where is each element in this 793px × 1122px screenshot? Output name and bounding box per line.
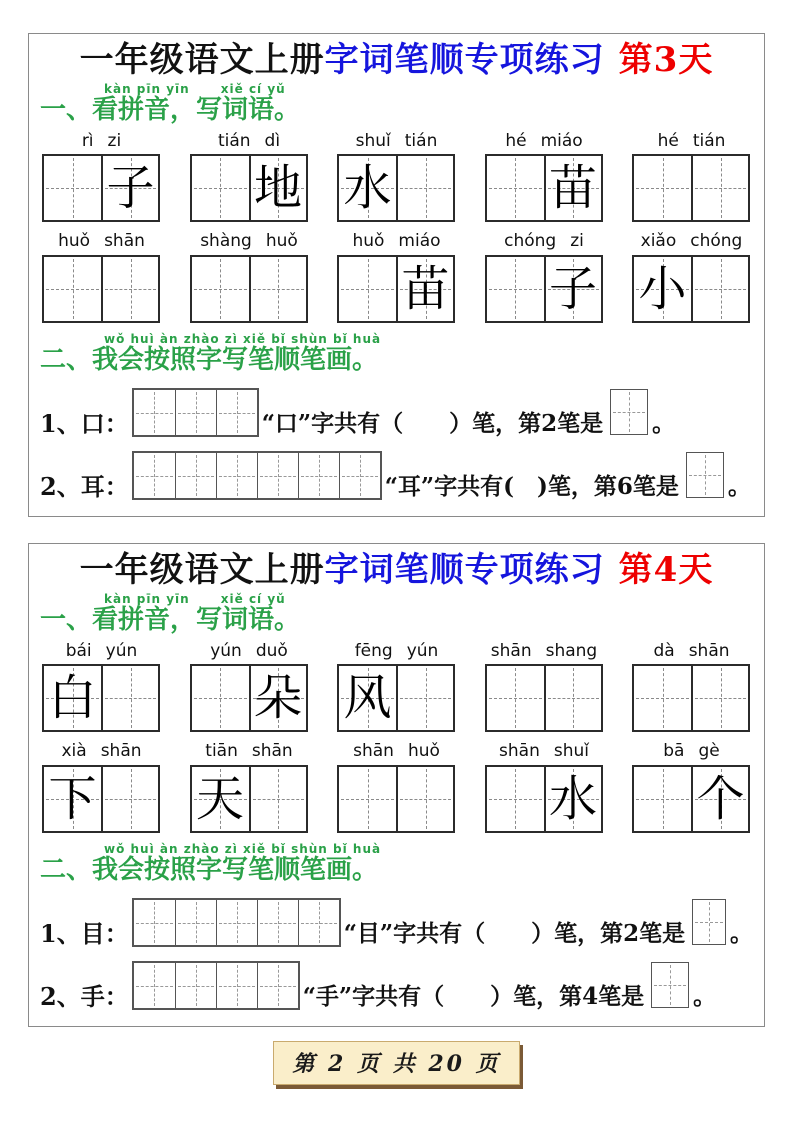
filled-character: 水 <box>343 160 392 217</box>
filled-character: 水 <box>548 771 597 828</box>
stroke-grid-cell <box>175 963 216 1008</box>
filled-character <box>251 257 306 321</box>
word-group <box>337 742 456 833</box>
word-group <box>190 232 309 323</box>
filled-character: 苗 <box>401 260 450 317</box>
pinyin-syllable: bái <box>65 640 92 661</box>
tian-grid-cell <box>691 666 748 730</box>
pinyin-label <box>337 642 456 662</box>
stroke-grid-cell <box>175 900 216 945</box>
tian-grid-cell <box>44 666 101 730</box>
tian-grid-cell <box>101 257 158 321</box>
stroke-grid-cell <box>216 390 257 435</box>
filled-character <box>487 257 544 321</box>
pinyin-syllable: rì <box>81 130 94 151</box>
word-group <box>632 232 751 323</box>
section2-pinyin: wǒ huì àn zhào zì xiě bǐ shùn bǐ huà <box>104 842 382 857</box>
pinyin-syllable: fēng <box>354 640 393 661</box>
word-group <box>485 742 604 833</box>
stroke-grid-cell <box>216 453 257 498</box>
word-group <box>632 132 751 223</box>
stroke-grid-cell <box>339 453 380 498</box>
stroke-exercise <box>40 388 753 439</box>
filled-character <box>192 666 249 730</box>
worksheet-title <box>40 550 753 591</box>
pinyin-label <box>337 232 456 252</box>
pinyin-label <box>42 742 161 762</box>
filled-character <box>634 666 691 730</box>
filled-character <box>103 767 158 831</box>
writing-box <box>337 664 455 732</box>
pinyin-label <box>632 642 751 662</box>
pinyin-syllable: tiān <box>205 741 238 762</box>
worksheet-title <box>40 40 753 81</box>
section2-pinyin: wǒ huì àn zhào zì xiě bǐ shùn bǐ huà <box>104 331 382 346</box>
pinyin-label <box>632 232 751 252</box>
pinyin-syllable: tián <box>692 130 726 151</box>
tian-grid-cell <box>396 767 453 831</box>
filled-character <box>398 666 453 730</box>
stroke-exercise <box>40 898 753 949</box>
tian-grid-cell <box>101 767 158 831</box>
pinyin-label <box>190 132 309 152</box>
answer-box <box>686 452 724 498</box>
filled-character <box>693 666 748 730</box>
pinyin-syllable: gè <box>698 741 720 762</box>
tian-grid-cell <box>192 767 249 831</box>
tian-grid-cell <box>544 156 601 220</box>
writing-box <box>42 255 160 323</box>
pinyin-label <box>485 742 604 762</box>
tian-grid-cell <box>339 666 396 730</box>
exercise-label: 2、耳： <box>40 472 129 502</box>
pinyin-syllable: shān <box>499 741 540 762</box>
tian-grid-cell <box>691 257 748 321</box>
tian-grid-cell <box>192 156 249 220</box>
pinyin-label <box>42 642 161 662</box>
pinyin-label <box>485 232 604 252</box>
exercise-tail: 。 <box>727 473 751 501</box>
word-group <box>190 132 309 223</box>
word-group <box>42 642 161 733</box>
filled-character <box>487 666 544 730</box>
exercise-tail: 。 <box>693 983 717 1011</box>
tian-grid-cell <box>249 767 306 831</box>
stroke-grid-cell <box>134 900 175 945</box>
word-group <box>485 642 604 733</box>
pinyin-label <box>485 132 604 152</box>
writing-box <box>337 765 455 833</box>
page-number-badge: 第 2 页 共 20 页 <box>273 1041 519 1085</box>
exercise-question: “口”字共有（ ）笔，第2笔是 <box>261 410 604 438</box>
writing-box <box>42 664 160 732</box>
worksheet-day4 <box>28 543 765 1027</box>
word-group <box>190 642 309 733</box>
writing-box <box>485 765 603 833</box>
filled-character: 朵 <box>253 670 302 727</box>
tian-grid-cell <box>396 666 453 730</box>
exercise-question: “目”字共有（ ）笔，第2笔是 <box>343 920 686 948</box>
stroke-order-grid <box>132 961 300 1010</box>
tian-grid-cell <box>249 156 306 220</box>
writing-box <box>632 765 750 833</box>
pinyin-syllable: bā <box>663 741 685 762</box>
word-group <box>485 232 604 323</box>
filled-character <box>693 257 748 321</box>
filled-character <box>44 257 101 321</box>
pinyin-label <box>190 642 309 662</box>
pinyin-syllable: yún <box>210 640 242 661</box>
word-row <box>42 742 751 833</box>
filled-character: 子 <box>106 160 155 217</box>
footer <box>28 1041 765 1085</box>
filled-character <box>398 156 453 220</box>
writing-box <box>337 255 455 323</box>
exercise-label: 1、口： <box>40 409 129 439</box>
tian-grid-cell <box>691 156 748 220</box>
tian-grid-cell <box>101 666 158 730</box>
pinyin-syllable: hé <box>505 130 527 151</box>
title-topic: 字词笔顺专项练习 <box>324 40 605 80</box>
pinyin-label <box>42 132 161 152</box>
pinyin-label <box>632 742 751 762</box>
filled-character <box>693 156 748 220</box>
pinyin-label <box>190 232 309 252</box>
tian-grid-cell <box>396 257 453 321</box>
pinyin-syllable: chóng <box>690 231 743 252</box>
filled-character <box>103 257 158 321</box>
section2-heading: 二、我会按照字写笔顺笔画。 <box>40 345 379 376</box>
stroke-grid-cell <box>257 900 298 945</box>
pinyin-syllable: huǒ <box>58 231 91 252</box>
filled-character: 白 <box>48 670 97 727</box>
filled-character <box>103 666 158 730</box>
word-group <box>42 232 161 323</box>
writing-box <box>190 154 308 222</box>
pinyin-syllable: shuǐ <box>553 741 589 762</box>
tian-grid-cell <box>487 257 544 321</box>
pinyin-syllable: zi <box>570 231 584 252</box>
tian-grid-cell <box>634 767 691 831</box>
filled-character: 小 <box>638 260 687 317</box>
tian-grid-cell <box>487 767 544 831</box>
tian-grid-cell <box>192 666 249 730</box>
tian-grid-cell <box>339 257 396 321</box>
pinyin-syllable: shān <box>100 741 142 762</box>
stroke-order-grid <box>132 388 259 437</box>
pinyin-syllable: shang <box>545 640 598 661</box>
pinyin-syllable: duǒ <box>255 640 288 661</box>
filled-character <box>546 666 601 730</box>
pinyin-label <box>42 232 161 252</box>
stroke-grid-cell <box>134 453 175 498</box>
word-group <box>190 742 309 833</box>
exercise-tail: 。 <box>652 410 676 438</box>
title-day: 第3天 <box>618 40 714 80</box>
writing-box <box>190 255 308 323</box>
section1-pinyin: kàn pīn yīn xiě cí yǔ <box>104 81 286 96</box>
word-group <box>337 642 456 733</box>
section1-heading: 一、看拼音，写词语。 <box>40 605 301 636</box>
word-group <box>632 742 751 833</box>
filled-character <box>339 257 396 321</box>
stroke-grid-cell <box>216 900 257 945</box>
stroke-order-grid <box>132 898 341 947</box>
tian-grid-cell <box>44 767 101 831</box>
stroke-grid-cell <box>216 963 257 1008</box>
tian-grid-cell <box>339 156 396 220</box>
exercise-question: “耳”字共有( )笔，第6笔是 <box>384 473 679 501</box>
filled-character <box>634 767 691 831</box>
title-day: 第4天 <box>618 550 714 591</box>
tian-grid-cell <box>249 257 306 321</box>
pinyin-syllable: shān <box>251 741 293 762</box>
answer-box <box>610 389 648 435</box>
pinyin-syllable: shān <box>490 640 532 661</box>
tian-grid-cell <box>487 156 544 220</box>
word-group <box>337 132 456 223</box>
pinyin-syllable: xià <box>61 741 87 762</box>
stroke-grid-cell <box>134 390 175 435</box>
exercise-label: 1、目： <box>40 919 129 949</box>
filled-character <box>192 257 249 321</box>
section2-heading: 二、我会按照字写笔顺笔画。 <box>40 855 379 886</box>
pinyin-syllable: shān <box>104 231 145 252</box>
stroke-grid-cell <box>257 453 298 498</box>
pinyin-syllable: yún <box>406 640 439 661</box>
pinyin-syllable: dà <box>653 640 675 661</box>
writing-box <box>485 255 603 323</box>
pinyin-syllable: miáo <box>540 130 583 151</box>
filled-character: 苗 <box>548 160 597 217</box>
writing-box <box>632 255 750 323</box>
stroke-grid-cell <box>298 900 339 945</box>
pinyin-syllable: shuǐ <box>355 130 391 151</box>
answer-box <box>651 962 689 1008</box>
pinyin-label <box>337 742 456 762</box>
tian-grid-cell <box>101 156 158 220</box>
writing-box <box>485 154 603 222</box>
word-group <box>485 132 604 223</box>
word-group <box>632 642 751 733</box>
pinyin-syllable: zi <box>107 130 122 151</box>
title-grade: 一年级语文上册 <box>79 550 325 591</box>
word-row <box>42 642 751 733</box>
tian-grid-cell <box>487 666 544 730</box>
tian-grid-cell <box>44 257 101 321</box>
word-group <box>42 132 161 223</box>
tian-grid-cell <box>544 666 601 730</box>
title-topic: 字词笔顺专项练习 <box>324 550 605 591</box>
writing-box <box>42 765 160 833</box>
writing-box <box>485 664 603 732</box>
pinyin-syllable: miáo <box>398 231 441 252</box>
worksheet-day3 <box>28 33 765 517</box>
filled-character: 天 <box>195 771 244 828</box>
pinyin-syllable: hé <box>657 130 679 151</box>
word-group <box>42 742 161 833</box>
writing-box <box>632 664 750 732</box>
stroke-grid-cell <box>134 963 175 1008</box>
word-row <box>42 232 751 323</box>
exercise-question: “手”字共有（ ）笔，第4笔是 <box>302 983 645 1011</box>
pinyin-syllable: shàng <box>200 231 252 252</box>
filled-character <box>44 156 101 220</box>
pinyin-syllable: xiǎo <box>640 231 677 252</box>
tian-grid-cell <box>192 257 249 321</box>
writing-box <box>190 765 308 833</box>
filled-character: 下 <box>48 771 97 828</box>
filled-character <box>634 156 691 220</box>
stroke-exercise <box>40 961 753 1012</box>
pinyin-syllable: huǒ <box>407 741 440 762</box>
pinyin-syllable: tián <box>217 130 251 151</box>
pinyin-syllable: shān <box>688 640 730 661</box>
stroke-grid-cell <box>175 390 216 435</box>
answer-box <box>692 899 726 945</box>
section1-heading: 一、看拼音，写词语。 <box>40 94 301 125</box>
exercise-label: 2、手： <box>40 982 129 1012</box>
pinyin-syllable: huǒ <box>352 231 385 252</box>
filled-character: 地 <box>253 160 302 217</box>
exercise-tail: 。 <box>730 920 753 948</box>
pinyin-label <box>190 742 309 762</box>
writing-box <box>42 154 160 222</box>
filled-character: 风 <box>343 670 392 727</box>
filled-character <box>192 156 249 220</box>
filled-character <box>487 156 544 220</box>
stroke-grid-cell <box>257 963 298 1008</box>
filled-character: 个 <box>696 771 745 828</box>
title-grade: 一年级语文上册 <box>79 40 325 80</box>
stroke-grid-cell <box>298 453 339 498</box>
section1-pinyin: kàn pīn yīn xiě cí yǔ <box>104 591 286 606</box>
tian-grid-cell <box>634 257 691 321</box>
pinyin-syllable: shān <box>353 741 394 762</box>
filled-character <box>251 767 306 831</box>
pinyin-syllable: dì <box>264 130 281 151</box>
word-group <box>337 232 456 323</box>
writing-box <box>190 664 308 732</box>
word-row <box>42 132 751 223</box>
tian-grid-cell <box>339 767 396 831</box>
filled-character <box>487 767 544 831</box>
pinyin-syllable: chóng <box>504 231 557 252</box>
stroke-order-grid <box>132 451 382 500</box>
pinyin-syllable: huǒ <box>265 231 298 252</box>
pinyin-label <box>337 132 456 152</box>
tian-grid-cell <box>396 156 453 220</box>
filled-character: 子 <box>548 260 597 317</box>
stroke-exercise <box>40 451 753 502</box>
tian-grid-cell <box>544 257 601 321</box>
writing-box <box>632 154 750 222</box>
tian-grid-cell <box>249 666 306 730</box>
writing-box <box>337 154 455 222</box>
tian-grid-cell <box>634 666 691 730</box>
pinyin-syllable: tián <box>404 130 438 151</box>
pinyin-label <box>632 132 751 152</box>
tian-grid-cell <box>544 767 601 831</box>
tian-grid-cell <box>691 767 748 831</box>
filled-character <box>398 767 453 831</box>
pinyin-syllable: yún <box>105 640 138 661</box>
filled-character <box>339 767 396 831</box>
tian-grid-cell <box>44 156 101 220</box>
pinyin-label <box>485 642 604 662</box>
tian-grid-cell <box>634 156 691 220</box>
stroke-grid-cell <box>175 453 216 498</box>
